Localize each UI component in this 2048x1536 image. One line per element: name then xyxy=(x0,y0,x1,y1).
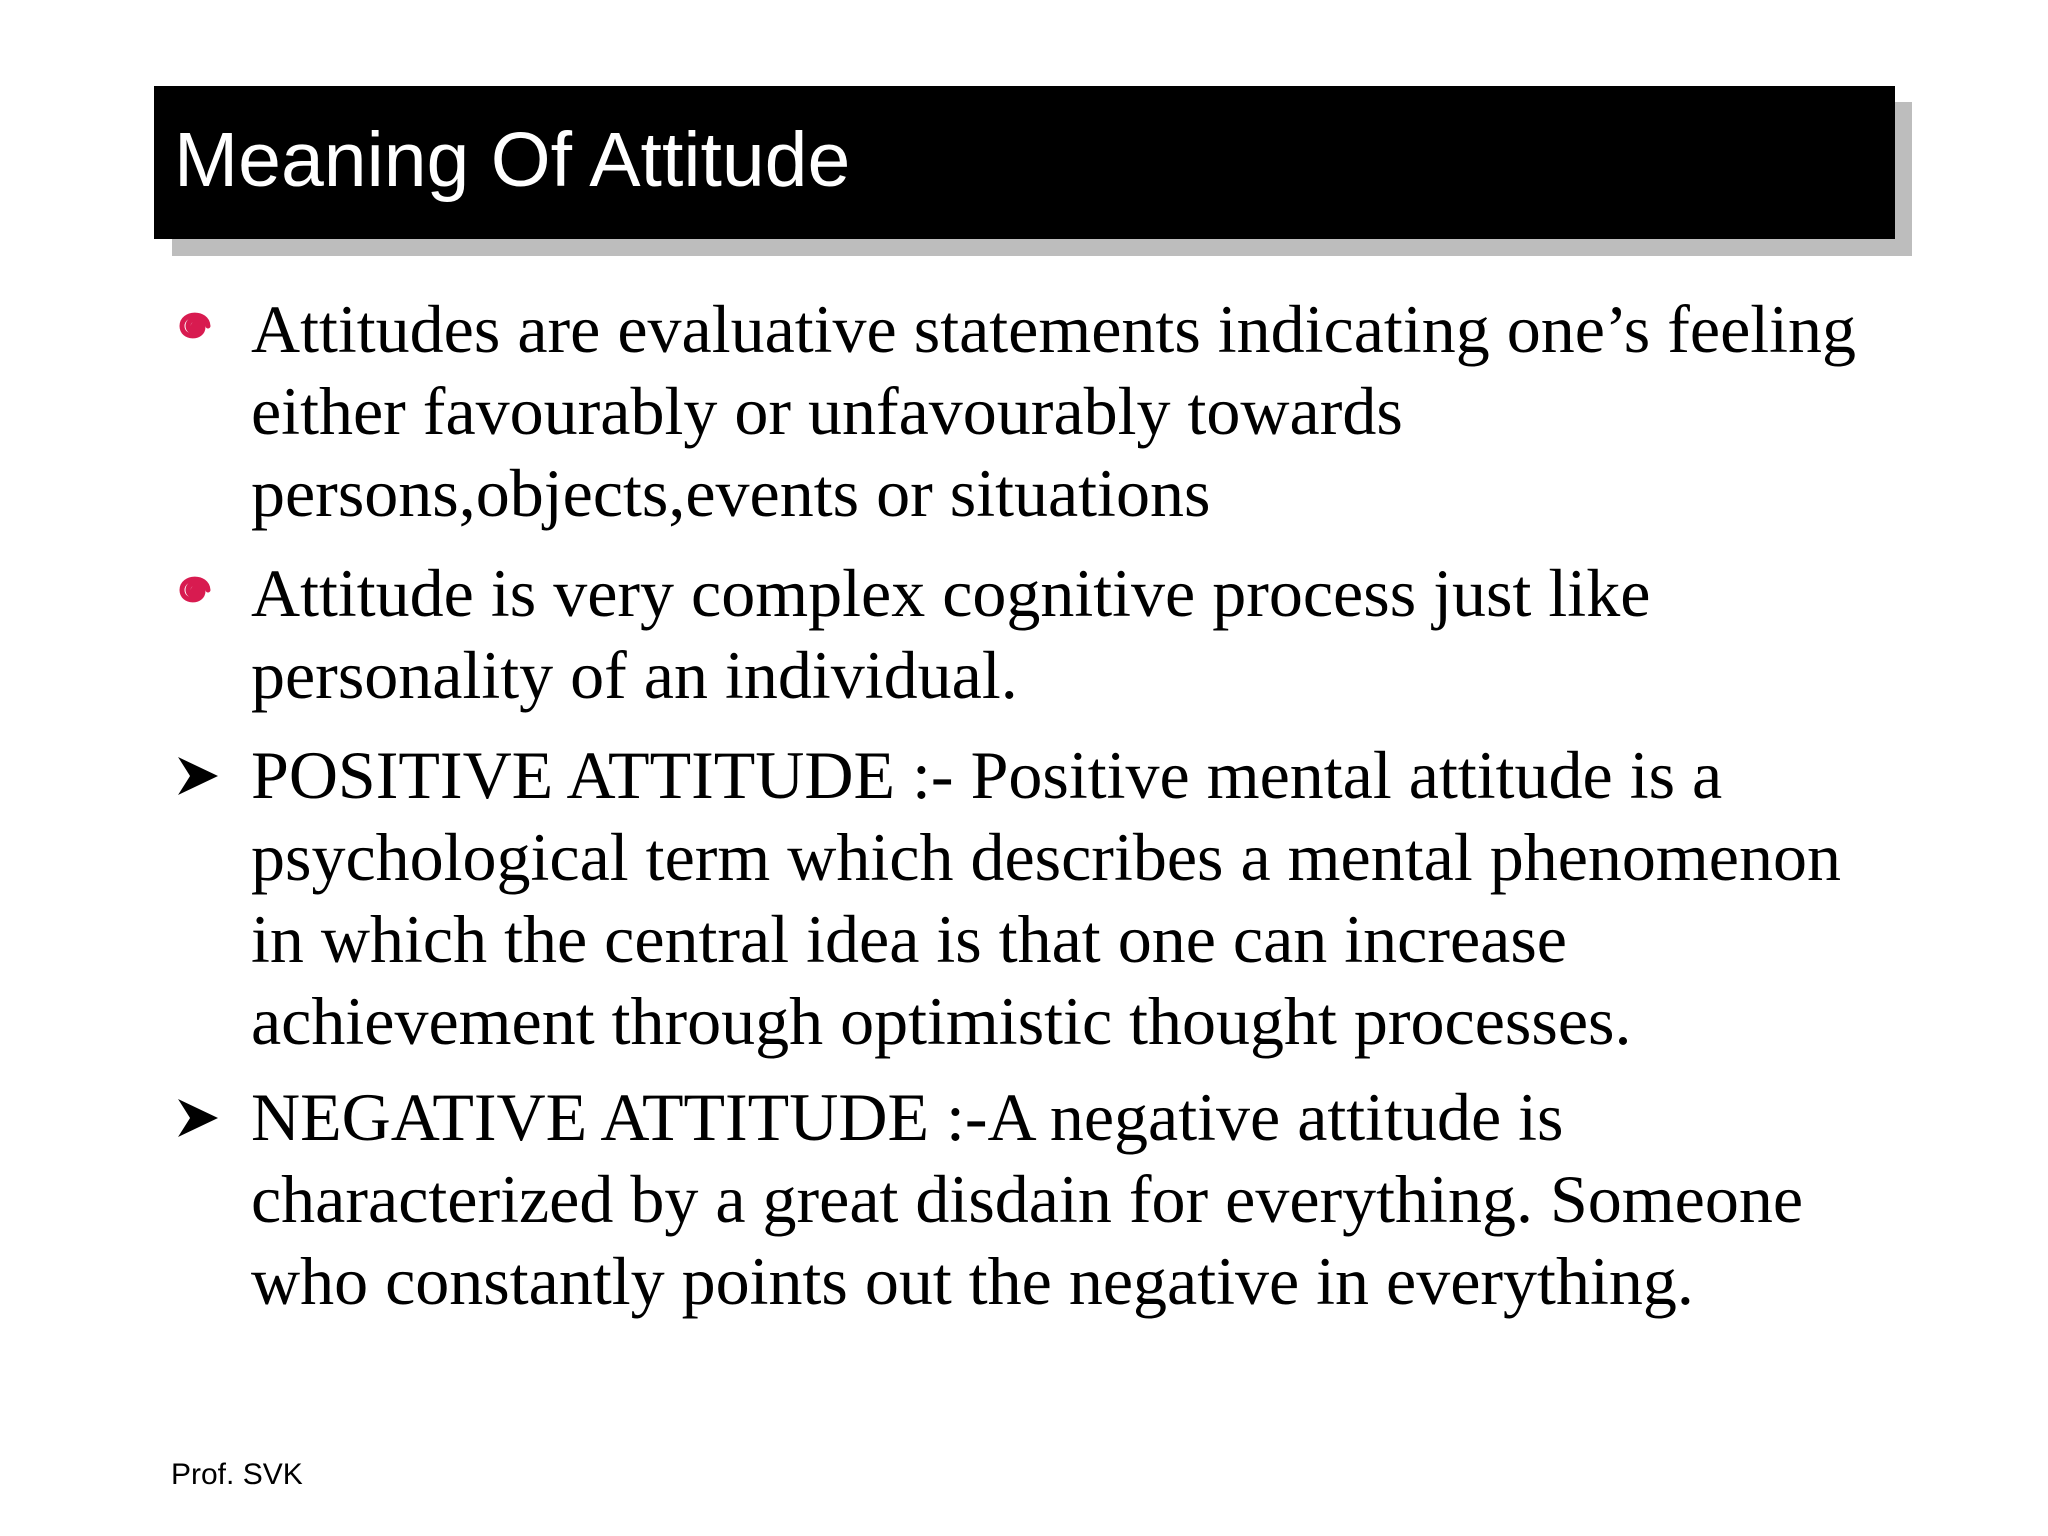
bullet-item xyxy=(170,552,1890,716)
bullet-item xyxy=(170,734,1890,1062)
arrowhead-bullet-icon xyxy=(176,1096,220,1140)
bullet-text: Attitude is very complex cognitive process just like personality of an individual. xyxy=(251,555,1651,713)
bullet-item xyxy=(170,288,1890,534)
footer-author: Prof. SVK xyxy=(171,1458,303,1491)
bullet-list xyxy=(170,288,1890,1340)
swirl-bullet-icon xyxy=(170,302,214,352)
swirl-bullet-icon xyxy=(170,566,214,616)
slide-title: Meaning Of Attitude xyxy=(174,117,851,203)
title-bar xyxy=(154,86,1895,239)
arrowhead-bullet-icon xyxy=(176,754,220,798)
bullet-text: Attitudes are evaluative statements indicating one’s feeling either favourably or unfavourably towards persons,objects,events or situations xyxy=(251,291,1857,531)
bullet-text: POSITIVE ATTITUDE :- Positive mental attitude is a psychological term which describes a mental phenomenon in which the central idea is that one can increase achievement through optimistic thought processes. xyxy=(251,737,1841,1059)
bullet-item xyxy=(170,1076,1890,1322)
bullet-text: NEGATIVE ATTITUDE :-A negative attitude is characterized by a great disdain for everything. Someone who constantly points out the negative in everything. xyxy=(251,1079,1804,1319)
